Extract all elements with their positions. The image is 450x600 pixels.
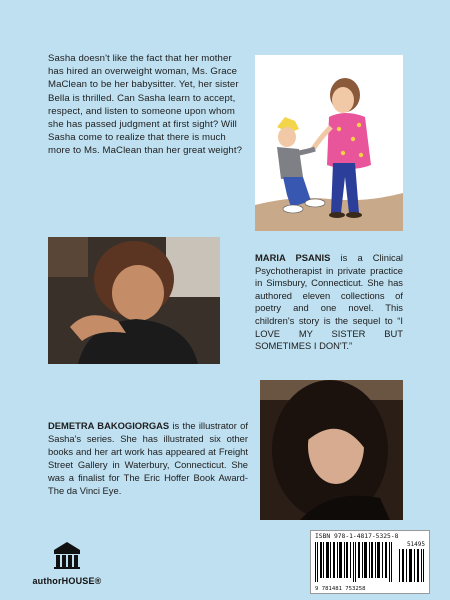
cover-illustration bbox=[255, 55, 403, 231]
author-bio bbox=[255, 252, 403, 353]
barcode-bars bbox=[315, 542, 395, 582]
illustrator-photo bbox=[260, 380, 403, 520]
barcode-digits: 9 781481 753258 bbox=[315, 586, 366, 592]
back-cover-blurb: Sasha doesn't like the fact that her mother has hired an overweight woman, Ms. Grace MaClean to be her babysitter. Yet, her sister Bella is thrilled. Can Sasha learn to accept, respect, and listen to someone upon whom she has passed judgment at first sight? Will Sasha come to realize that there is much more to Ms. MaClean than her great weight? bbox=[48, 53, 243, 157]
authorhouse-logo-icon bbox=[52, 540, 82, 570]
illustrator-name: DEMETRA BAKOGIORGAS bbox=[48, 420, 170, 431]
isbn-number: ISBN 978-1-4817-5325-8 bbox=[315, 533, 399, 540]
isbn-barcode bbox=[310, 530, 430, 594]
price-code: 51495 bbox=[406, 541, 425, 548]
author-photo bbox=[48, 237, 220, 364]
publisher-logo bbox=[32, 540, 102, 590]
illustrator-bio-text: is the illustrator of Sasha's series. She has illustrated six other books and her art work has appeared at Freight Street Gallery in Waterbury, Connecticut. She was a finalist for The Eric Hoffer Book Award-The da Vinci Eye. bbox=[48, 420, 248, 496]
illustrator-bio bbox=[48, 419, 248, 497]
author-bio-text: is a Clinical Psychotherapist in private practice in Simsbury, Connecticut. She has authored eleven collections of poetry and one novel. This children's story is the sequel to “I LOVE MY SISTER BUT SOMETIMES I DON'T.” bbox=[255, 252, 404, 352]
author-name: MARIA PSANIS bbox=[255, 252, 331, 263]
publisher-name: authorHOUSE® bbox=[32, 576, 102, 586]
price-barcode-bars bbox=[399, 549, 425, 582]
